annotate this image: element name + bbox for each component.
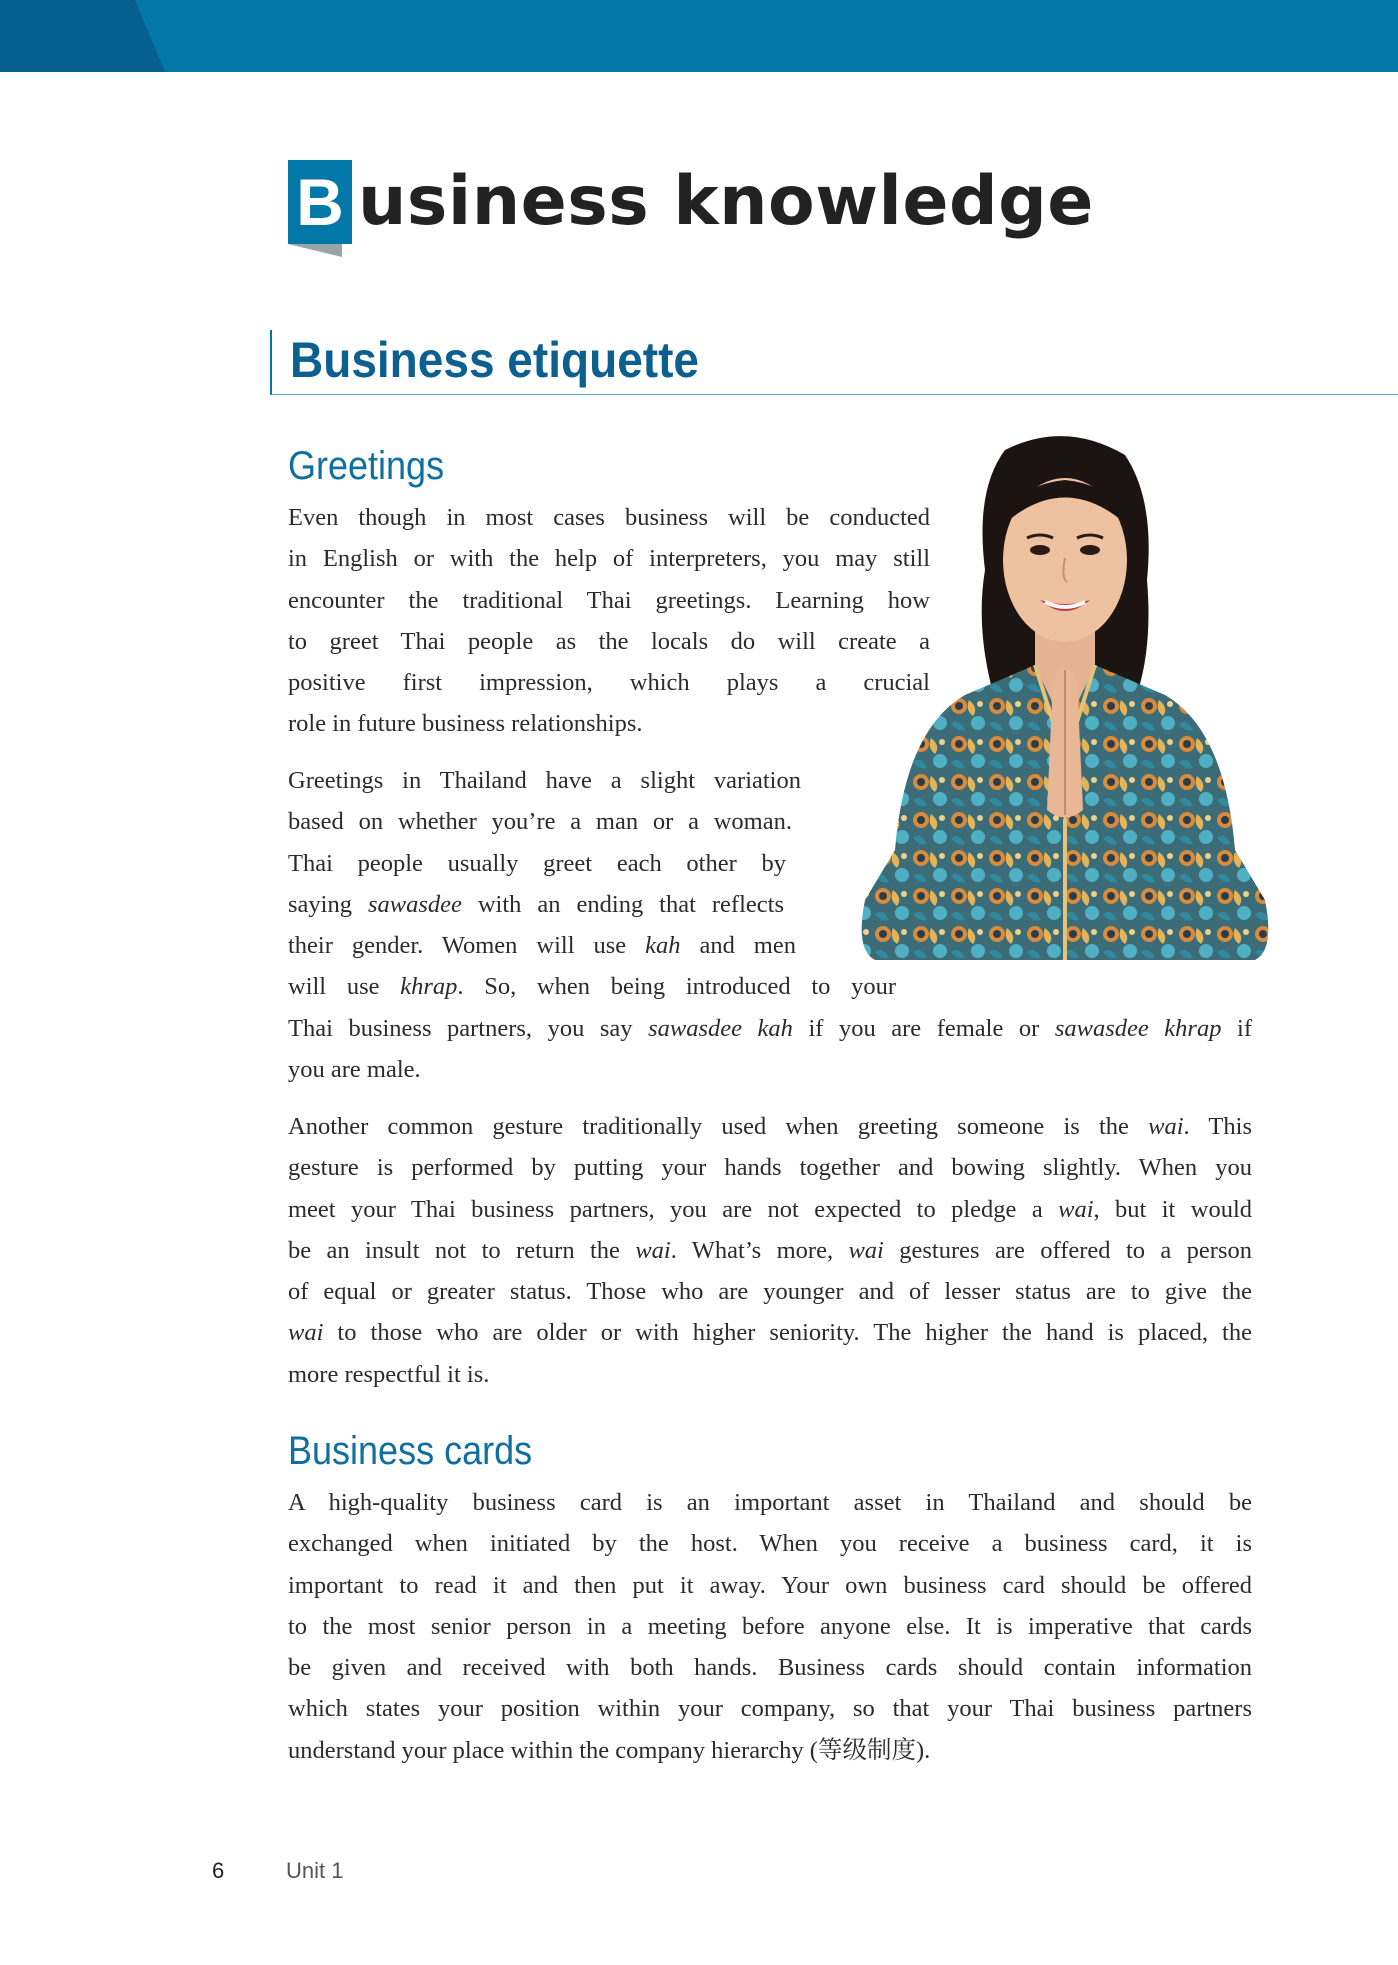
text-line: to greet Thai people as the locals do will create a bbox=[288, 627, 930, 655]
text-line: be given and received with both hands. Business cards should contain information bbox=[288, 1654, 1252, 1682]
title-initial-box bbox=[288, 160, 352, 244]
business-cards-heading: Business cards bbox=[288, 1429, 533, 1473]
greetings-heading: Greetings bbox=[288, 444, 445, 488]
text-line: of equal or greater status. Those who are younger and of lesser status are to give the bbox=[288, 1278, 1252, 1306]
text-line: more respectful it is. bbox=[288, 1360, 490, 1388]
text-line: Thai people usually greet each other by bbox=[288, 849, 786, 877]
business-cards-paragraph bbox=[288, 1482, 1252, 1771]
text-line: Another common gesture traditionally used when greeting someone is the wai. This bbox=[288, 1113, 1252, 1140]
text-line: will use khrap. So, when being introduced to your bbox=[288, 973, 896, 1001]
unit-label: Unit 1 bbox=[286, 1858, 344, 1883]
text-line: meet your Thai business partners, you are not expected to pledge a wai, but it would bbox=[288, 1195, 1253, 1223]
title-initial: B bbox=[296, 165, 344, 239]
text-line: Greetings in Thailand have a slight variation bbox=[288, 767, 801, 794]
text-line: saying sawasdee with an ending that reflects bbox=[288, 890, 784, 918]
page-title bbox=[288, 160, 1094, 250]
text-line: encounter the traditional Thai greetings. Learning how bbox=[288, 586, 930, 614]
greetings-paragraph-1 bbox=[288, 497, 930, 745]
page-number: 6 bbox=[212, 1858, 225, 1883]
text-line: which states your position within your company, so that your Thai business partners bbox=[288, 1695, 1252, 1723]
text-line: important to read it and then put it away. Your own business card should be offered bbox=[288, 1571, 1252, 1599]
text-line: positive first impression, which plays a crucial bbox=[288, 669, 930, 697]
text-line: to the most senior person in a meeting before anyone else. It is imperative that cards bbox=[288, 1612, 1252, 1640]
text-line: in English or with the help of interpreters, you may still bbox=[288, 545, 930, 573]
text-line: role in future business relationships. bbox=[288, 710, 643, 738]
title-box-fold bbox=[288, 244, 342, 257]
text-line: based on whether you’re a man or a woman. bbox=[288, 808, 792, 836]
text-line: understand your place within the company hierarchy (等级制度). bbox=[288, 1736, 931, 1764]
section-title: Business etiquette bbox=[290, 332, 699, 388]
text-line: Even though in most cases business will be conducted bbox=[288, 504, 930, 531]
text-line: gesture is performed by putting your hands together and bowing slightly. When you bbox=[288, 1154, 1252, 1182]
text-line: you are male. bbox=[288, 1056, 421, 1084]
woman-wai-photo bbox=[835, 430, 1295, 960]
top-banner-corner bbox=[0, 0, 165, 72]
text-line: be an insult not to return the wai. What’s more, wai gestures are offered to a person bbox=[288, 1236, 1252, 1264]
text-line: A high-quality business card is an important asset in Thailand and should be bbox=[288, 1489, 1252, 1516]
top-banner bbox=[0, 0, 1398, 72]
section-header bbox=[270, 330, 1398, 395]
title-text: usiness knowledge bbox=[358, 162, 1094, 241]
greetings-paragraph-3 bbox=[288, 1106, 1252, 1395]
text-line: exchanged when initiated by the host. When you receive a business card, it is bbox=[288, 1530, 1252, 1558]
text-line: wai to those who are older or with higher seniority. The higher the hand is placed, the bbox=[288, 1319, 1252, 1347]
text-line: their gender. Women will use kah and men bbox=[288, 932, 796, 960]
text-line: Thai business partners, you say sawasdee kah if you are female or sawasdee khrap if bbox=[288, 1014, 1252, 1042]
